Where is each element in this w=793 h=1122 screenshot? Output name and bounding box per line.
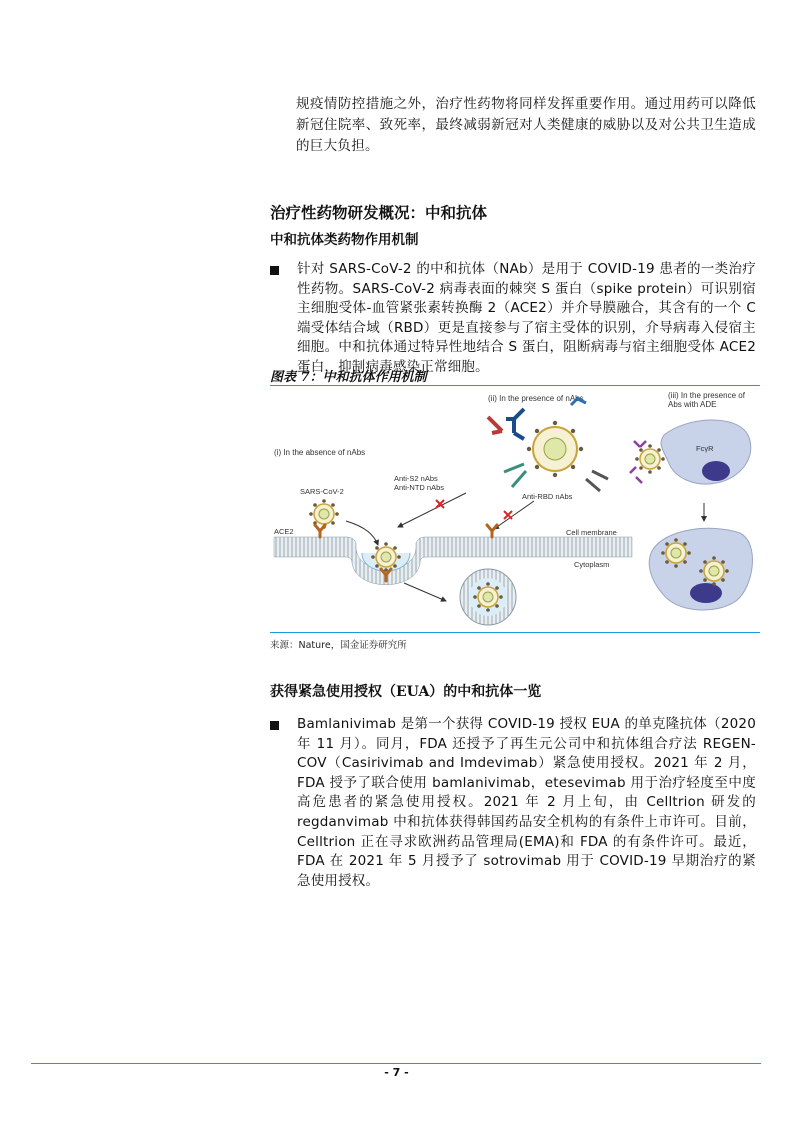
eua-heading: 获得紧急使用授权（EUA）的中和抗体一览 [270, 684, 542, 700]
bullet-eua-text: Bamlanivimab 是第一个获得 COVID-19 授权 EUA 的单克隆抗体（2020 年 11 月）。同月，FDA 还授予了再生元公司中和抗体组合疗法 REGEN-COV（Casirivimab and Imdevimab）紧急使用授权。2021 年 2 月，FDA 授予了联合使用 bamlanivimab，etesevimab 用于治疗轻度至中度高危患者的紧急使用授权。2021 年 2 月上旬，由 Celltrion 研发的 regdanvimab 中和抗体获得韩国药品安全机构的有条件上市许可。目前，Celltrion 正在寻求欧洲药品管理局(EMA)和 FDA 的有条件许可。最近，FDA 在 2021 年 5 月授予了 sotrovimab 用于 COVID-19 早期治疗的紧急使用授权。 [297, 716, 756, 889]
intro-paragraph: 规疫情防控措施之外，治疗性药物将同样发挥重要作用。通过用药可以降低新冠住院率、致死率，最终减弱新冠对人类健康的威胁以及对公共卫生造成的巨大负担。 [296, 96, 756, 154]
panel-iii-label: (iii) In the presence of [668, 391, 745, 400]
ade-cell-top [630, 420, 751, 484]
bullet-mechanism [270, 260, 756, 378]
footer-rule [31, 1063, 761, 1064]
anti-s2-label: Anti-S2 nAbs [394, 474, 438, 483]
bullet-mechanism-text: 针对 SARS-CoV-2 的中和抗体（NAb）是用于 COVID-19 患者的一类治疗性药物。SARS-CoV-2 病毒表面的棘突 S 蛋白（spike protein）可识别宿主细胞受体-血管紧张素转换酶 2（ACE2）并介导膜融合，其含有的一个 C 端受体结合域（RBD）更是直接参与了宿主受体的识别，介导病毒入侵宿主细胞。中和抗体通过特异性地结合 S 蛋白，阻断病毒与宿主细胞受体 ACE2 蛋白，抑制病毒感染正常细胞。 [297, 261, 756, 375]
section-heading: 治疗性药物研发概况：中和抗体 [270, 203, 488, 222]
bullet-eua [270, 715, 756, 891]
section-subheading: 中和抗体类药物作用机制 [270, 232, 419, 248]
panel-i-label: (i) In the absence of nAbs [274, 448, 366, 457]
sars-cov-2-label: SARS-CoV-2 [300, 487, 344, 496]
figure-source: 来源：Nature，国金证券研究所 [270, 640, 407, 651]
cytoplasm-label: Cytoplasm [574, 560, 610, 569]
fcgr-label: FcγR [696, 444, 714, 453]
antibody-virus-complex [488, 397, 608, 491]
ade-cell-bottom [649, 528, 752, 610]
endosome [460, 569, 516, 625]
anti-rbd-label: Anti-RBD nAbs [522, 492, 573, 501]
anti-ntd-label: Anti-NTD nAbs [394, 483, 445, 492]
bullet-square-icon [270, 266, 279, 275]
ace2-label: ACE2 [274, 527, 294, 536]
panel-ii-label: (ii) In the presence of nAbs [488, 394, 584, 403]
bullet-square-icon [270, 721, 279, 730]
cell-membrane-label: Cell membrane [566, 528, 617, 537]
panel-iii-label-2: Abs with ADE [668, 400, 717, 409]
figure-diagram [266, 387, 760, 631]
figure-bottom-rule [270, 632, 760, 633]
figure-title: 图表 7：中和抗体作用机制 [270, 366, 760, 386]
page-number: - 7 - [384, 1066, 409, 1079]
